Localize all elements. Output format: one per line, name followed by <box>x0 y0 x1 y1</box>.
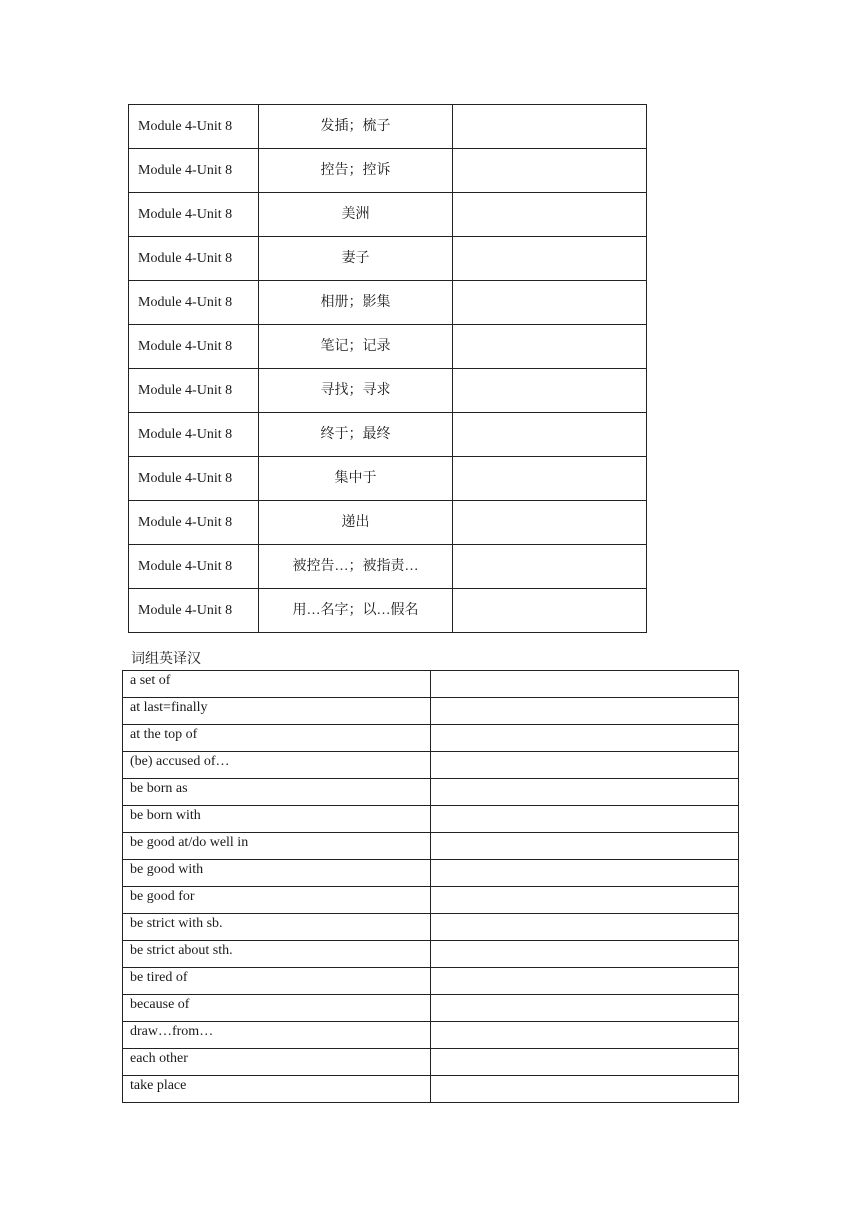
phrase-english-cell: be good for <box>123 887 431 914</box>
vocabulary-chinese-cell: 笔记；记录 <box>259 325 453 369</box>
vocabulary-answer-cell[interactable] <box>453 149 647 193</box>
phrase-row <box>123 752 739 779</box>
phrase-row <box>123 671 739 698</box>
vocabulary-row <box>129 413 647 457</box>
phrase-english-cell: at the top of <box>123 725 431 752</box>
vocabulary-chinese-cell: 递出 <box>259 501 453 545</box>
vocabulary-unit-cell: Module 4-Unit 8 <box>129 237 259 281</box>
phrase-row <box>123 779 739 806</box>
vocabulary-unit-cell: Module 4-Unit 8 <box>129 501 259 545</box>
phrase-row <box>123 995 739 1022</box>
vocabulary-row <box>129 237 647 281</box>
vocabulary-unit-cell: Module 4-Unit 8 <box>129 105 259 149</box>
phrase-answer-cell[interactable] <box>431 1049 739 1076</box>
vocabulary-answer-cell[interactable] <box>453 413 647 457</box>
vocabulary-row <box>129 501 647 545</box>
vocabulary-answer-cell[interactable] <box>453 105 647 149</box>
phrase-row <box>123 806 739 833</box>
phrase-english-cell: be strict about sth. <box>123 941 431 968</box>
phrase-answer-cell[interactable] <box>431 860 739 887</box>
phrase-row <box>123 833 739 860</box>
vocabulary-unit-cell: Module 4-Unit 8 <box>129 149 259 193</box>
phrase-english-cell: be born with <box>123 806 431 833</box>
phrase-english-cell: a set of <box>123 671 431 698</box>
phrase-answer-cell[interactable] <box>431 671 739 698</box>
phrase-row <box>123 1022 739 1049</box>
vocabulary-chinese-cell: 终于；最终 <box>259 413 453 457</box>
vocabulary-row <box>129 149 647 193</box>
phrase-answer-cell[interactable] <box>431 752 739 779</box>
vocabulary-row <box>129 325 647 369</box>
vocabulary-chinese-cell: 妻子 <box>259 237 453 281</box>
vocabulary-unit-cell: Module 4-Unit 8 <box>129 193 259 237</box>
phrase-answer-cell[interactable] <box>431 887 739 914</box>
phrase-english-cell: draw…from… <box>123 1022 431 1049</box>
vocabulary-row <box>129 281 647 325</box>
phrase-row <box>123 698 739 725</box>
phrase-english-cell: each other <box>123 1049 431 1076</box>
vocabulary-unit-cell: Module 4-Unit 8 <box>129 413 259 457</box>
vocabulary-unit-cell: Module 4-Unit 8 <box>129 545 259 589</box>
vocabulary-row <box>129 105 647 149</box>
phrase-answer-cell[interactable] <box>431 725 739 752</box>
phrase-row <box>123 941 739 968</box>
vocabulary-answer-cell[interactable] <box>453 369 647 413</box>
vocabulary-table-body <box>129 105 647 633</box>
phrase-row <box>123 968 739 995</box>
phrase-table <box>122 670 739 1103</box>
phrase-row <box>123 725 739 752</box>
phrase-answer-cell[interactable] <box>431 1022 739 1049</box>
vocabulary-unit-cell: Module 4-Unit 8 <box>129 457 259 501</box>
phrase-english-cell: be good at/do well in <box>123 833 431 860</box>
vocabulary-unit-cell: Module 4-Unit 8 <box>129 325 259 369</box>
vocabulary-answer-cell[interactable] <box>453 237 647 281</box>
vocabulary-unit-cell: Module 4-Unit 8 <box>129 369 259 413</box>
phrase-row <box>123 860 739 887</box>
vocabulary-chinese-cell: 用…名字；以…假名 <box>259 589 453 633</box>
phrase-english-cell: be strict with sb. <box>123 914 431 941</box>
vocabulary-row <box>129 193 647 237</box>
vocabulary-chinese-cell: 集中于 <box>259 457 453 501</box>
vocabulary-chinese-cell: 寻找；寻求 <box>259 369 453 413</box>
vocabulary-answer-cell[interactable] <box>453 325 647 369</box>
phrases-heading: 词组英译汉 <box>131 652 201 667</box>
phrase-english-cell: because of <box>123 995 431 1022</box>
vocabulary-answer-cell[interactable] <box>453 589 647 633</box>
vocabulary-row <box>129 589 647 633</box>
vocabulary-chinese-cell: 发插；梳子 <box>259 105 453 149</box>
vocabulary-chinese-cell: 相册；影集 <box>259 281 453 325</box>
phrase-answer-cell[interactable] <box>431 833 739 860</box>
vocabulary-answer-cell[interactable] <box>453 545 647 589</box>
phrase-english-cell: be good with <box>123 860 431 887</box>
phrase-answer-cell[interactable] <box>431 914 739 941</box>
phrase-table-body <box>123 671 739 1103</box>
phrase-english-cell: at last=finally <box>123 698 431 725</box>
vocabulary-row <box>129 369 647 413</box>
phrase-answer-cell[interactable] <box>431 779 739 806</box>
phrase-english-cell: take place <box>123 1076 431 1103</box>
vocabulary-answer-cell[interactable] <box>453 501 647 545</box>
phrase-answer-cell[interactable] <box>431 806 739 833</box>
vocabulary-chinese-cell: 被控告…；被指责… <box>259 545 453 589</box>
phrase-row <box>123 887 739 914</box>
phrase-english-cell: (be) accused of… <box>123 752 431 779</box>
phrase-english-cell: be tired of <box>123 968 431 995</box>
phrase-english-cell: be born as <box>123 779 431 806</box>
vocabulary-chinese-cell: 控告；控诉 <box>259 149 453 193</box>
vocabulary-row <box>129 545 647 589</box>
vocabulary-table <box>128 104 647 633</box>
phrase-answer-cell[interactable] <box>431 1076 739 1103</box>
phrase-answer-cell[interactable] <box>431 698 739 725</box>
phrase-row <box>123 1049 739 1076</box>
vocabulary-unit-cell: Module 4-Unit 8 <box>129 281 259 325</box>
phrase-answer-cell[interactable] <box>431 968 739 995</box>
phrase-row <box>123 914 739 941</box>
phrase-answer-cell[interactable] <box>431 941 739 968</box>
phrase-answer-cell[interactable] <box>431 995 739 1022</box>
vocabulary-answer-cell[interactable] <box>453 457 647 501</box>
phrase-row <box>123 1076 739 1103</box>
vocabulary-answer-cell[interactable] <box>453 281 647 325</box>
vocabulary-row <box>129 457 647 501</box>
vocabulary-chinese-cell: 美洲 <box>259 193 453 237</box>
vocabulary-unit-cell: Module 4-Unit 8 <box>129 589 259 633</box>
vocabulary-answer-cell[interactable] <box>453 193 647 237</box>
